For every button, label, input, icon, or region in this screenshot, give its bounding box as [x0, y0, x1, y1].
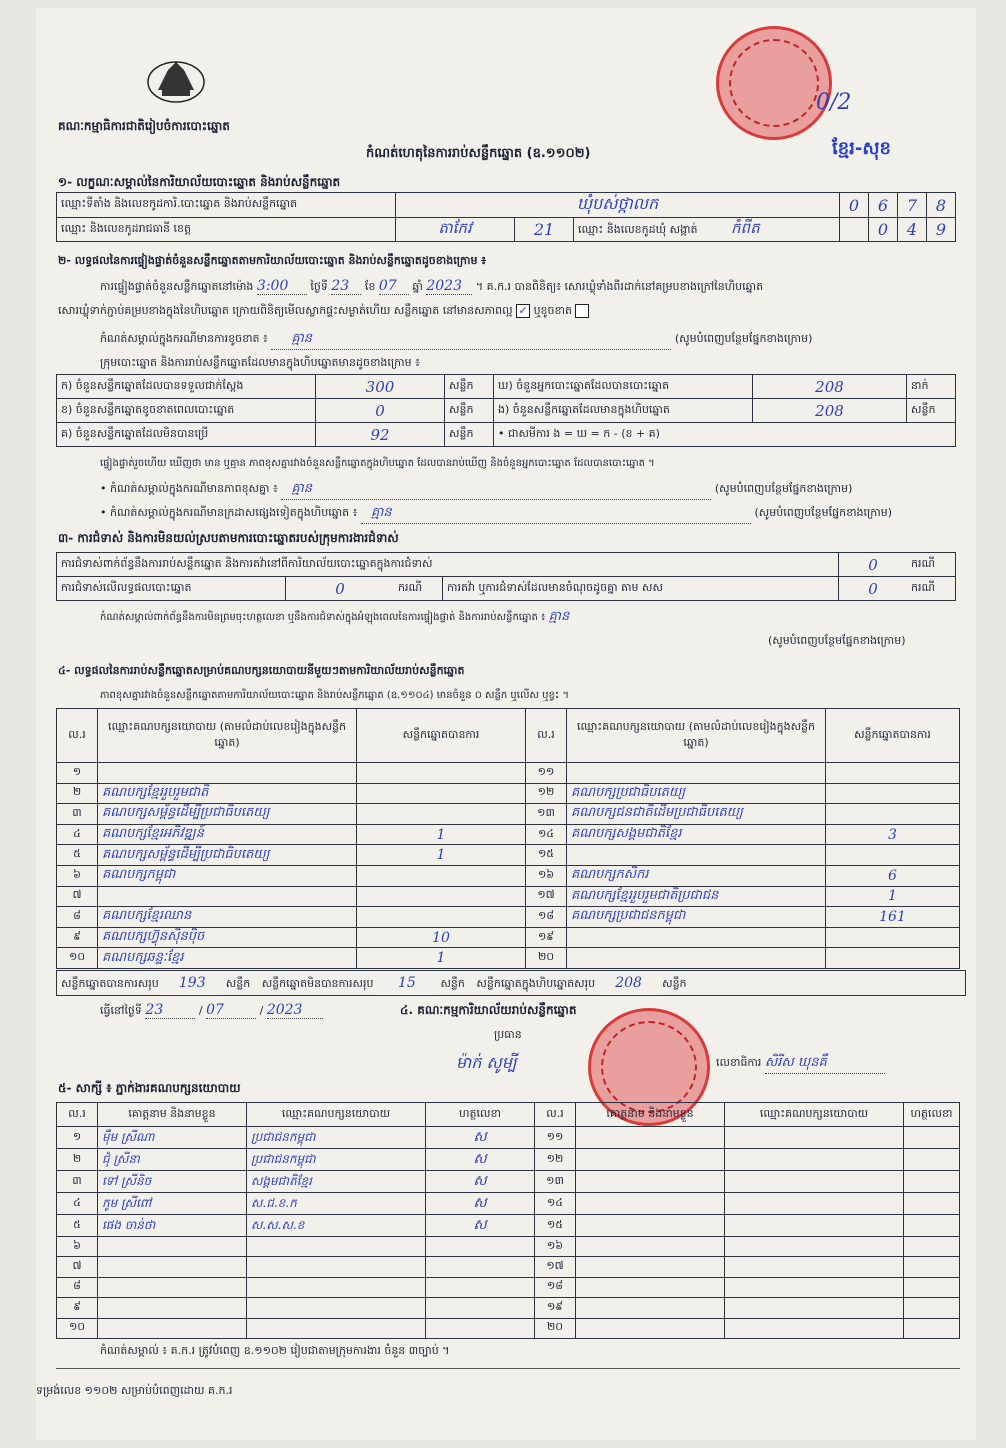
- witness-party: [725, 1318, 904, 1338]
- verify-time: 3:00: [257, 278, 307, 295]
- witness-signature: [426, 1318, 535, 1338]
- party-name: [567, 763, 826, 784]
- party-row: [57, 907, 960, 928]
- objection-note-label: កំណត់សម្គាល់ពាក់ព័ន្ធនឹងការមិនព្រមចុះហត្ថលេខា ឬនឹងការជំទាស់ក្នុងអំឡុងពេលនៃការផ្ទៀងផ្ទាត់ និងការរាប់សន្លឹកឆ្នោត ៖: [100, 612, 546, 623]
- witness-row-no: ៩: [57, 1298, 98, 1318]
- commune-code-3: 9: [927, 218, 956, 242]
- party-row-no: ១៩: [526, 927, 567, 948]
- col-votes-right: សន្លឹកឆ្នោតបានការ: [826, 709, 960, 763]
- form-title: កំណត់ហេតុនៃការរាប់សន្លឹកឆ្នោត (ឧ.១១០២): [366, 146, 591, 161]
- total-box-label: សន្លឹកឆ្នោតក្នុងហិបឆ្នោតសរុប: [476, 977, 596, 990]
- objection-note-value: គ្មាន: [548, 609, 570, 624]
- witness-signature: ស: [426, 1193, 535, 1215]
- party-votes: 6: [826, 865, 960, 886]
- witness-row-no: ២: [57, 1149, 98, 1171]
- witness-row: [57, 1149, 960, 1171]
- witness-name: [576, 1318, 725, 1338]
- committee-label: ៤. គណៈកម្មការិយាល័យរាប់សន្លឹកឆ្នោត: [400, 1003, 577, 1017]
- witness-signature: [904, 1257, 960, 1277]
- witness-name: [576, 1127, 725, 1149]
- witness-party: [247, 1298, 426, 1318]
- witness-name: [576, 1171, 725, 1193]
- document-page: [36, 8, 976, 1440]
- party-row: [57, 804, 960, 825]
- difference-note-value: គ្មាន: [281, 480, 711, 500]
- party-name: គណបក្សកសិករ: [567, 865, 826, 886]
- party-votes: [357, 907, 526, 928]
- totals-line: [56, 970, 966, 996]
- party-votes: [826, 763, 960, 784]
- commune-code-1: 0: [869, 218, 898, 242]
- party-votes: 161: [826, 907, 960, 928]
- party-row-no: ៦: [57, 865, 98, 886]
- witness-row-no: ៨: [57, 1277, 98, 1297]
- party-row: [57, 845, 960, 866]
- witness-party: [247, 1277, 426, 1297]
- section2-line1: [100, 278, 960, 296]
- location-code-4: 8: [927, 193, 956, 218]
- witness-signature: [426, 1257, 535, 1277]
- party-row-no: ២០: [526, 948, 567, 969]
- col-no-left: ល.រ: [57, 709, 98, 763]
- commune-label-cell: [574, 218, 840, 242]
- total-invalid-label: សន្លឹកឆ្នោតមិនបានការសរុប: [261, 977, 374, 990]
- total-valid-unit: សន្លឹក: [225, 977, 251, 990]
- witness-signature: [904, 1171, 960, 1193]
- witness-row: [57, 1237, 960, 1257]
- difference-fill-hint: (សូមបំពេញបន្ថែមផ្នែកខាងក្រោម): [714, 482, 853, 495]
- org-name: គណៈកម្មាធិការជាតិរៀបចំការបោះឆ្នោត: [58, 119, 230, 133]
- party-row-no: ១២: [526, 783, 567, 804]
- footer-bottom: ទម្រង់លេខ ១១០២ សម្រាប់បំពេញដោយ គ.ក.រ: [36, 1384, 233, 1397]
- damage-note-value: គ្មាន: [271, 330, 671, 350]
- witness-row-no: ១០: [57, 1318, 98, 1338]
- secretary-name: សិរីស ឃុនគឹ: [765, 1054, 885, 1074]
- party-name: គណបក្សខ្មែររួបរួមជាតិ: [98, 783, 357, 804]
- col-party-left: ឈ្មោះគណបក្សនយោបាយ (តាមលំដាប់លេខរៀងក្នុងសន្លឹកឆ្នោត): [98, 709, 357, 763]
- w-col-sign-right: ហត្ថលេខា: [904, 1103, 960, 1127]
- party-row-no: ៨: [57, 907, 98, 928]
- witness-rows: [57, 1127, 960, 1339]
- party-row: [57, 948, 960, 969]
- witness-row-no: ១១: [535, 1127, 576, 1149]
- same-objection-value: 0: [839, 577, 908, 601]
- date-day: 23: [145, 1002, 195, 1019]
- witness-row: [57, 1193, 960, 1215]
- section4-title: ៤- លទ្ធផលនៃការរាប់សន្លឹកឆ្នោតសម្រាប់គណបក្សនយោបាយនីមួយៗតាមការិយាល័យរាប់សន្លឹកឆ្នោត: [58, 664, 465, 677]
- corner-label: ខ្មែរ-សុខ: [832, 138, 891, 159]
- witness-row-no: ៤: [57, 1193, 98, 1215]
- party-votes: 10: [357, 927, 526, 948]
- witness-row-no: ១៦: [535, 1237, 576, 1257]
- damaged-label: ឬខូចខាត: [533, 304, 572, 317]
- other-papers-value: គ្មាន: [361, 504, 751, 524]
- year-label: ឆ្នាំ: [412, 280, 423, 293]
- result-objection-value: 0: [286, 577, 395, 601]
- witness-signature: [904, 1193, 960, 1215]
- witness-party: [247, 1318, 426, 1338]
- witness-name: [576, 1257, 725, 1277]
- witness-name: [576, 1193, 725, 1215]
- chair-label: ប្រធាន: [494, 1028, 522, 1041]
- party-votes: [826, 804, 960, 825]
- month-label: ខែ: [364, 280, 376, 293]
- location-code-3: 7: [898, 193, 927, 218]
- count-voters-unit: នាក់: [907, 375, 956, 399]
- result-objection-label: ការជំទាស់លើលទ្ធផលបោះឆ្នោត: [57, 577, 286, 601]
- witness-row: [57, 1215, 960, 1237]
- bullet2-line: [100, 504, 960, 524]
- count-unused-value: 92: [316, 423, 445, 447]
- witness-signature: [904, 1215, 960, 1237]
- party-votes: 3: [826, 824, 960, 845]
- witness-signature: ស: [426, 1149, 535, 1171]
- witness-party: [725, 1298, 904, 1318]
- party-row: [57, 865, 960, 886]
- witness-party: ប្រជាជនកម្ពុជា: [247, 1149, 426, 1171]
- count-received-label: ក) ចំនួនសន្លឹកឆ្នោតដែលបានទទួលជាក់ស្តែង: [57, 375, 316, 399]
- witness-signature: [904, 1277, 960, 1297]
- objection-count-value: 0: [839, 553, 908, 577]
- witness-name: [576, 1149, 725, 1171]
- party-name: គណបក្សសង្គមជាតិខ្មែរ: [567, 824, 826, 845]
- witness-row-no: ១២: [535, 1149, 576, 1171]
- witness-row: [57, 1171, 960, 1193]
- party-row: [57, 783, 960, 804]
- witness-name: [576, 1237, 725, 1257]
- secretary-label: លេខាធិការ: [716, 1056, 762, 1069]
- witness-signature: ស: [426, 1215, 535, 1237]
- witness-name: [576, 1215, 725, 1237]
- objection-count-label: ការជំទាស់ពាក់ព័ន្ធនឹងការរាប់សន្លឹកឆ្នោត និងការតវ៉ានៅពីការិយាល័យបោះឆ្នោតក្នុងការជំទាស់: [57, 553, 839, 577]
- col-no-right: ល.រ: [526, 709, 567, 763]
- witness-row: [57, 1257, 960, 1277]
- same-objection-label: ការតវ៉ា ឬការជំទាស់ដែលមានចំណុចដូចគ្នា តាម សស: [443, 577, 839, 601]
- party-votes: [357, 763, 526, 784]
- witness-signature: [904, 1298, 960, 1318]
- counts-table: [56, 374, 956, 447]
- count-inbox-label: ង) ចំនួនសន្លឹកឆ្នោតដែលមានក្នុងហិបឆ្នោត: [494, 399, 753, 423]
- total-box-unit: សន្លឹក: [662, 977, 687, 990]
- w-col-no-left: ល.រ: [57, 1103, 98, 1127]
- witness-name: [98, 1277, 247, 1297]
- witness-name: [98, 1257, 247, 1277]
- damage-note-line: [100, 330, 960, 350]
- witness-name: ទៅ ស្រីនិច: [98, 1171, 247, 1193]
- party-name: គណបក្សខ្មែរឈាន: [98, 907, 357, 928]
- witness-row-no: ១៣: [535, 1171, 576, 1193]
- damage-fill-hint: (សូមបំពេញបន្ថែមផ្នែកខាងក្រោម): [674, 332, 813, 345]
- commune-code-2: 4: [898, 218, 927, 242]
- count-spoiled-unit: សន្លឹក: [445, 399, 494, 423]
- witness-row-no: ២០: [535, 1318, 576, 1338]
- verify-year: 2023: [426, 278, 472, 295]
- party-name: គណបក្សខ្មែរអភិវឌ្ឍន៍: [98, 824, 357, 845]
- witness-row: [57, 1127, 960, 1149]
- party-row: [57, 763, 960, 784]
- count-spoiled-label: ខ) ចំនួនសន្លឹកឆ្នោតខូចខាតពេលបោះឆ្នោត: [57, 399, 316, 423]
- witness-row: [57, 1298, 960, 1318]
- witness-signature: [426, 1277, 535, 1297]
- witness-name: [98, 1318, 247, 1338]
- verify-time-label: ការផ្ទៀងផ្ទាត់ចំនួនសន្លឹកឆ្នោតនៅម៉ោង: [100, 280, 254, 293]
- col-party-right: ឈ្មោះគណបក្សនយោបាយ (តាមលំដាប់លេខរៀងក្នុងសន្លឹកឆ្នោត): [567, 709, 826, 763]
- party-row-no: ១១: [526, 763, 567, 784]
- party-name: [567, 948, 826, 969]
- witness-name: [98, 1237, 247, 1257]
- party-name: [98, 763, 357, 784]
- other-papers-fill-hint: (សូមបំពេញបន្ថែមផ្នែកខាងក្រោម): [754, 506, 893, 519]
- party-row-no: ១៦: [526, 865, 567, 886]
- good-condition-checkbox[interactable]: [516, 304, 530, 318]
- witness-name: [576, 1298, 725, 1318]
- w-col-sign-left: ហត្ថលេខា: [426, 1103, 535, 1127]
- count-inbox-value: 208: [753, 399, 907, 423]
- party-name: គណបក្សសម្ព័ន្ធដើម្បីប្រជាធិបតេយ្យ: [98, 845, 357, 866]
- witness-table: [56, 1102, 960, 1339]
- commune-code-empty: [840, 218, 869, 242]
- party-name: គណបក្សហ៊្វុនស៊ិនប៉ិច: [98, 927, 357, 948]
- party-row-no: ១៨: [526, 907, 567, 928]
- witness-party: [725, 1171, 904, 1193]
- party-row-no: ៣: [57, 804, 98, 825]
- witness-row-no: ៥: [57, 1215, 98, 1237]
- emblem-logo: [144, 56, 208, 106]
- verify-month: 07: [379, 278, 409, 295]
- w-col-no-right: ល.រ: [535, 1103, 576, 1127]
- count-voters-label: ឃ) ចំនួនអ្នកបោះឆ្នោតដែលបានបោះឆ្នោត: [494, 375, 753, 399]
- col-votes-left: សន្លឹកឆ្នោតបានការ: [357, 709, 526, 763]
- location-code-2: 6: [869, 193, 898, 218]
- party-votes: 1: [826, 886, 960, 907]
- w-col-party-left: ឈ្មោះគណបក្សនយោបាយ: [247, 1103, 426, 1127]
- party-name: គណបក្សប្រជាជនកម្ពុជា: [567, 907, 826, 928]
- secretary-line: [716, 1054, 885, 1074]
- witness-signature: [904, 1318, 960, 1338]
- witness-party: [725, 1149, 904, 1171]
- witness-name: [98, 1298, 247, 1318]
- party-row-no: ៧: [57, 886, 98, 907]
- result-objection-unit: ករណី: [394, 577, 443, 601]
- party-row-no: ១: [57, 763, 98, 784]
- party-name: គណបក្សប្រជាធិបតេយ្យ: [567, 783, 826, 804]
- difference-note-label: • កំណត់សម្គាល់ក្នុងករណីមានភាពខុសគ្នា ៖: [100, 482, 278, 495]
- witness-row-no: ១៤: [535, 1193, 576, 1215]
- witness-name: [576, 1277, 725, 1297]
- total-box-value: 208: [599, 971, 659, 996]
- province-label: ឈ្មោះ និងលេខកូដរាជធានី ខេត្ត: [57, 218, 396, 242]
- objection-note-line: [100, 608, 960, 627]
- witness-party: [725, 1257, 904, 1277]
- witness-name: ជុំ ស្រីនា: [98, 1149, 247, 1171]
- party-votes: 1: [357, 948, 526, 969]
- party-name: គណបក្សកម្ពុជា: [98, 865, 357, 886]
- party-row-no: ១៧: [526, 886, 567, 907]
- province-code: 21: [515, 218, 574, 242]
- witness-row-no: ១៨: [535, 1277, 576, 1297]
- party-row-no: ១០: [57, 948, 98, 969]
- date-month: 07: [206, 1002, 256, 1019]
- witness-party: [725, 1237, 904, 1257]
- count-unused-label: គ) ចំនួនសន្លឹកឆ្នោតដែលមិនបានប្រើ: [57, 423, 316, 447]
- witness-signature: ស: [426, 1127, 535, 1149]
- section2-title: ២- លទ្ធផលនៃការផ្ទៀងផ្ទាត់ចំនួនសន្លឹកឆ្នោតតាមការិយាល័យបោះឆ្នោត និងរាប់សន្លឹកឆ្នោតដូចខាងក្រោម ៖: [58, 254, 487, 267]
- witness-signature: [426, 1298, 535, 1318]
- total-invalid-unit: សន្លឹក: [440, 977, 465, 990]
- footer-note: កំណត់សម្គាល់ ៖ គ.ក.រ ត្រូវបំពេញ ឧ.១១០២ រៀបជាតាមក្រុមការងារ ចំនួន ៣ច្បាប់ ។: [100, 1344, 450, 1357]
- witness-row-no: ៣: [57, 1171, 98, 1193]
- party-row-no: ១៣: [526, 804, 567, 825]
- party-votes: 1: [357, 824, 526, 845]
- party-name: គណបក្សជនជាតិដើមប្រជាធិបតេយ្យ: [567, 804, 826, 825]
- witness-party: ប្រជាជនកម្ពុជា: [247, 1127, 426, 1149]
- other-papers-label: • កំណត់សម្គាល់ក្នុងករណីមានក្រដាសផ្សេងទៀតក្នុងហិបឆ្នោត ៖: [100, 506, 358, 519]
- footer-divider: [56, 1368, 960, 1369]
- party-votes: [357, 783, 526, 804]
- party-row-no: ១៥: [526, 845, 567, 866]
- party-votes: [357, 865, 526, 886]
- party-votes: [357, 804, 526, 825]
- witness-name: ផេង ចាន់ថា: [98, 1215, 247, 1237]
- signoff-date: ធ្វើនៅថ្ងៃទី 23 / 07 / 2023: [100, 1002, 323, 1020]
- count-received-unit: សន្លឹក: [445, 375, 494, 399]
- objection-count-unit: ករណី: [907, 553, 956, 577]
- corner-page-number: 0/2: [816, 90, 852, 115]
- section1-table: [56, 192, 956, 242]
- section2-line2: [58, 304, 958, 320]
- party-row-no: ២: [57, 783, 98, 804]
- seal-check-text: សោរឃ្លុំទាក់ភ្ជាប់គម្របខាងក្នុងនៃហិបឆ្នោត ក្រោយពិនិត្យមើលស្លាកផ្ទះសម្ងាត់ហើយ សន្លឹកឆ្នោត នៅមានសភាពល្អ: [58, 304, 513, 317]
- verify-day: 23: [331, 278, 361, 295]
- party-name: គណបក្សសម្ព័ន្ធដើម្បីប្រជាធិបតេយ្យ: [98, 804, 357, 825]
- w-col-name-left: គោត្តនាម និងនាមខ្លួន: [98, 1103, 247, 1127]
- commune-label: ឈ្មោះ និងលេខកូដឃុំ សង្កាត់: [578, 222, 698, 236]
- w-col-party-right: ឈ្មោះគណបក្សនយោបាយ: [725, 1103, 904, 1127]
- section3-title: ៣- ការជំទាស់ និងការមិនយល់ស្របតាមការបោះឆ្នោតរបស់ក្រុមការងារជំទាស់: [58, 531, 399, 545]
- witness-signature: [904, 1149, 960, 1171]
- witness-name: កូម ស្រីពៅ: [98, 1193, 247, 1215]
- party-votes: [357, 886, 526, 907]
- party-votes: 1: [357, 845, 526, 866]
- same-objection-unit: ករណី: [907, 577, 956, 601]
- party-results-table: [56, 708, 960, 969]
- witness-signature: [904, 1237, 960, 1257]
- witness-signature: [426, 1237, 535, 1257]
- objections-table: [56, 552, 956, 601]
- witness-row-no: ៧: [57, 1257, 98, 1277]
- witness-signature: ស: [426, 1171, 535, 1193]
- witness-party: ស.ជ.ខ.ក: [247, 1193, 426, 1215]
- counts-intro: ក្រុមបោះឆ្នោត និងការរាប់សន្លឹកឆ្នោតដែលមានក្នុងហិបឆ្នោតមានដូចខាងក្រោម ៖: [100, 356, 420, 369]
- witness-row: [57, 1277, 960, 1297]
- party-row-no: ១៤: [526, 824, 567, 845]
- count-inbox-unit: សន្លឹក: [907, 399, 956, 423]
- party-name: គណបក្សឆន្ទៈខ្មែរ: [98, 948, 357, 969]
- verify-line1-tail: ។ គ.ក.រ បានពិនិត្យ៖ សោរឃ្លុំទាំងពីរដាក់នៅគម្របខាងក្រៅនៃហិបឆ្នោត: [475, 280, 764, 293]
- party-votes: [826, 783, 960, 804]
- witness-row-no: ៦: [57, 1237, 98, 1257]
- damage-note-label: កំណត់សម្គាល់ក្នុងករណីមានការខូចខាត ៖: [100, 332, 268, 345]
- witness-row-no: ១៧: [535, 1257, 576, 1277]
- w-col-name-right: គោត្តនាម និងនាមខ្លួន: [576, 1103, 725, 1127]
- count-voters-value: 208: [753, 375, 907, 399]
- party-row: [57, 886, 960, 907]
- party-votes: [826, 927, 960, 948]
- commune-value: កំពីត: [731, 218, 760, 237]
- witness-row-no: ១៥: [535, 1215, 576, 1237]
- witness-name: ម៉ឹម ស្រីណា: [98, 1127, 247, 1149]
- location-code-1: 0: [840, 193, 869, 218]
- witness-party: [247, 1237, 426, 1257]
- witness-row-no: ១៩: [535, 1298, 576, 1318]
- section4-subtitle: ភាពខុសគ្នារវាងចំនួនសន្លឹកឆ្នោតតាមការិយាល័យបោះឆ្នោត និងរាប់សន្លឹកឆ្នោត (ឧ.១១០៤) មានចំនួន ០ សន្លឹក ឬលើស ឬខ្វះ ។: [100, 690, 570, 701]
- witness-party: [725, 1193, 904, 1215]
- date-year: 2023: [267, 1002, 323, 1019]
- party-name: [567, 927, 826, 948]
- match-line: ផ្ទៀងផ្ទាត់រួចហើយ ឃើញថា មាន ឬគ្មាន ភាពខុសគ្នារវាងចំនួនសន្លឹកឆ្នោតក្នុងហិបឆ្នោត ដែលបានរាប់ឃើញ និងចំនួនអ្នកបោះឆ្នោត ដែលបានបោះឆ្នោត ។: [100, 458, 655, 469]
- count-received-value: 300: [316, 375, 445, 399]
- party-row-no: ៥: [57, 845, 98, 866]
- witness-signature: [904, 1127, 960, 1149]
- party-row-no: ៤: [57, 824, 98, 845]
- date-label: ធ្វើនៅថ្ងៃទី: [100, 1004, 142, 1017]
- witness-party: [725, 1127, 904, 1149]
- section5-title: ៥- សាក្សី ៖ ភ្នាក់ងារគណបក្សនយោបាយ: [58, 1081, 241, 1095]
- witness-party: [725, 1215, 904, 1237]
- official-stamp-top: [716, 26, 832, 140]
- good-checkmark: ✓: [518, 304, 528, 317]
- witness-party: ស.ស.ស.ខ: [247, 1215, 426, 1237]
- section1-title: ១- លក្ខណៈសម្គាល់នៃការិយាល័យបោះឆ្នោត និងរាប់សន្លឹកឆ្នោត: [58, 175, 341, 189]
- location-value: ឃុំបស់ថ្កាលក: [396, 193, 840, 218]
- bullet1-line: [100, 480, 960, 500]
- count-formula: • ជាសមីការ ង = ឃ = ក - (ខ + គ): [494, 423, 956, 447]
- party-row-no: ៩: [57, 927, 98, 948]
- count-unused-unit: សន្លឹក: [445, 423, 494, 447]
- party-name: គណបក្សខ្មែររួបរួមជាតិប្រជាជន: [567, 886, 826, 907]
- location-label: ឈ្មោះទីតាំង និងលេខកូដការិ.បោះឆ្នោត និងរាប់សន្លឹកឆ្នោត: [57, 193, 396, 218]
- total-valid-label: សន្លឹកឆ្នោតបានការសរុប: [61, 977, 159, 990]
- party-name: [567, 845, 826, 866]
- damaged-checkbox[interactable]: [575, 304, 589, 318]
- witness-row: [57, 1318, 960, 1338]
- witness-party: [725, 1277, 904, 1297]
- witness-party: សង្គមជាតិខ្មែរ: [247, 1171, 426, 1193]
- party-rows: [57, 763, 960, 969]
- total-invalid-value: 15: [377, 971, 437, 996]
- party-row: [57, 824, 960, 845]
- province-value: តាកែវ: [396, 218, 515, 242]
- day-label: ថ្ងៃទី: [310, 280, 328, 293]
- party-votes: [826, 948, 960, 969]
- chair-signature: ម៉ាក់ សូម្បី: [456, 1053, 517, 1072]
- witness-party: [247, 1257, 426, 1277]
- party-row: [57, 927, 960, 948]
- total-valid-value: 193: [162, 971, 222, 996]
- party-name: [98, 886, 357, 907]
- objection-fill-hint: (សូមបំពេញបន្ថែមផ្នែកខាងក្រោម): [768, 634, 906, 647]
- witness-row-no: ១: [57, 1127, 98, 1149]
- count-spoiled-value: 0: [316, 399, 445, 423]
- party-votes: [826, 845, 960, 866]
